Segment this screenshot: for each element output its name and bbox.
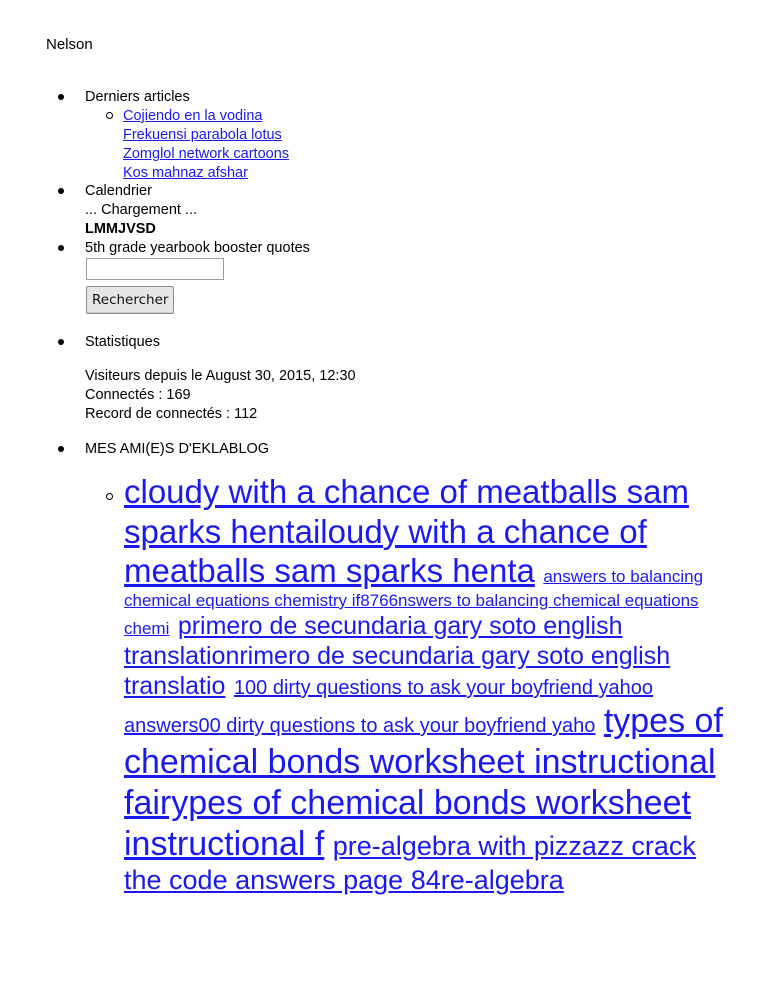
list-bullet (58, 245, 64, 251)
calendar-weekdays: LMMJVSD (85, 221, 156, 237)
list-bullet (58, 188, 64, 194)
stats-visitors-since: Visiteurs depuis le August 30, 2015, 12:30 (85, 368, 356, 384)
search-button[interactable]: Rechercher (86, 286, 174, 314)
friend-tag-link[interactable]: answers to balancing chemical equations chemistry if8766nswers to balancing chemical equations chemi (124, 567, 704, 639)
search-heading: 5th grade yearbook booster quotes (85, 240, 310, 256)
sublist-bullet (106, 112, 113, 119)
friend-tag-link[interactable]: pre-algebra with pizzazz crack the code answers page 84re-algebra (124, 830, 696, 896)
latest-articles-heading: Derniers articles (85, 89, 190, 105)
friend-tag-link[interactable]: primero de secundaria gary soto english translationrimero de secundaria gary soto english translatio (124, 612, 671, 701)
friends-tag-cloud (124, 472, 724, 897)
article-link[interactable]: Kos mahnaz afshar (123, 165, 248, 181)
friend-tag-link[interactable]: cloudy with a chance of meatballs sam sparks hentailoudy with a chance of meatballs sam sparks henta (124, 473, 689, 590)
article-link[interactable]: Cojiendo en la vodina (123, 108, 263, 124)
friend-tag-link[interactable]: 100 dirty questions to ask your boyfriend yahoo answers00 dirty questions to ask your boyfriend yaho (124, 677, 654, 738)
article-link[interactable]: Zomglol network cartoons (123, 146, 290, 162)
list-bullet (58, 339, 64, 345)
list-bullet (58, 94, 64, 100)
search-input[interactable] (86, 258, 224, 280)
stats-connected: Connectés : 169 (85, 387, 191, 403)
stats-heading: Statistiques (85, 334, 160, 350)
stats-record: Record de connectés : 112 (85, 406, 258, 422)
list-bullet (58, 446, 64, 452)
friend-tag-link[interactable]: types of chemical bonds worksheet instructional fairypes of chemical bonds worksheet instructional f (124, 702, 723, 863)
site-title: Nelson (46, 36, 93, 53)
article-link[interactable]: Frekuensi parabola lotus (123, 127, 282, 143)
calendar-loading: ... Chargement ... (85, 202, 198, 218)
friends-heading: MES AMI(E)S D'EKLABLOG (85, 441, 270, 457)
sublist-bullet (106, 493, 113, 500)
calendar-heading: Calendrier (85, 183, 152, 199)
